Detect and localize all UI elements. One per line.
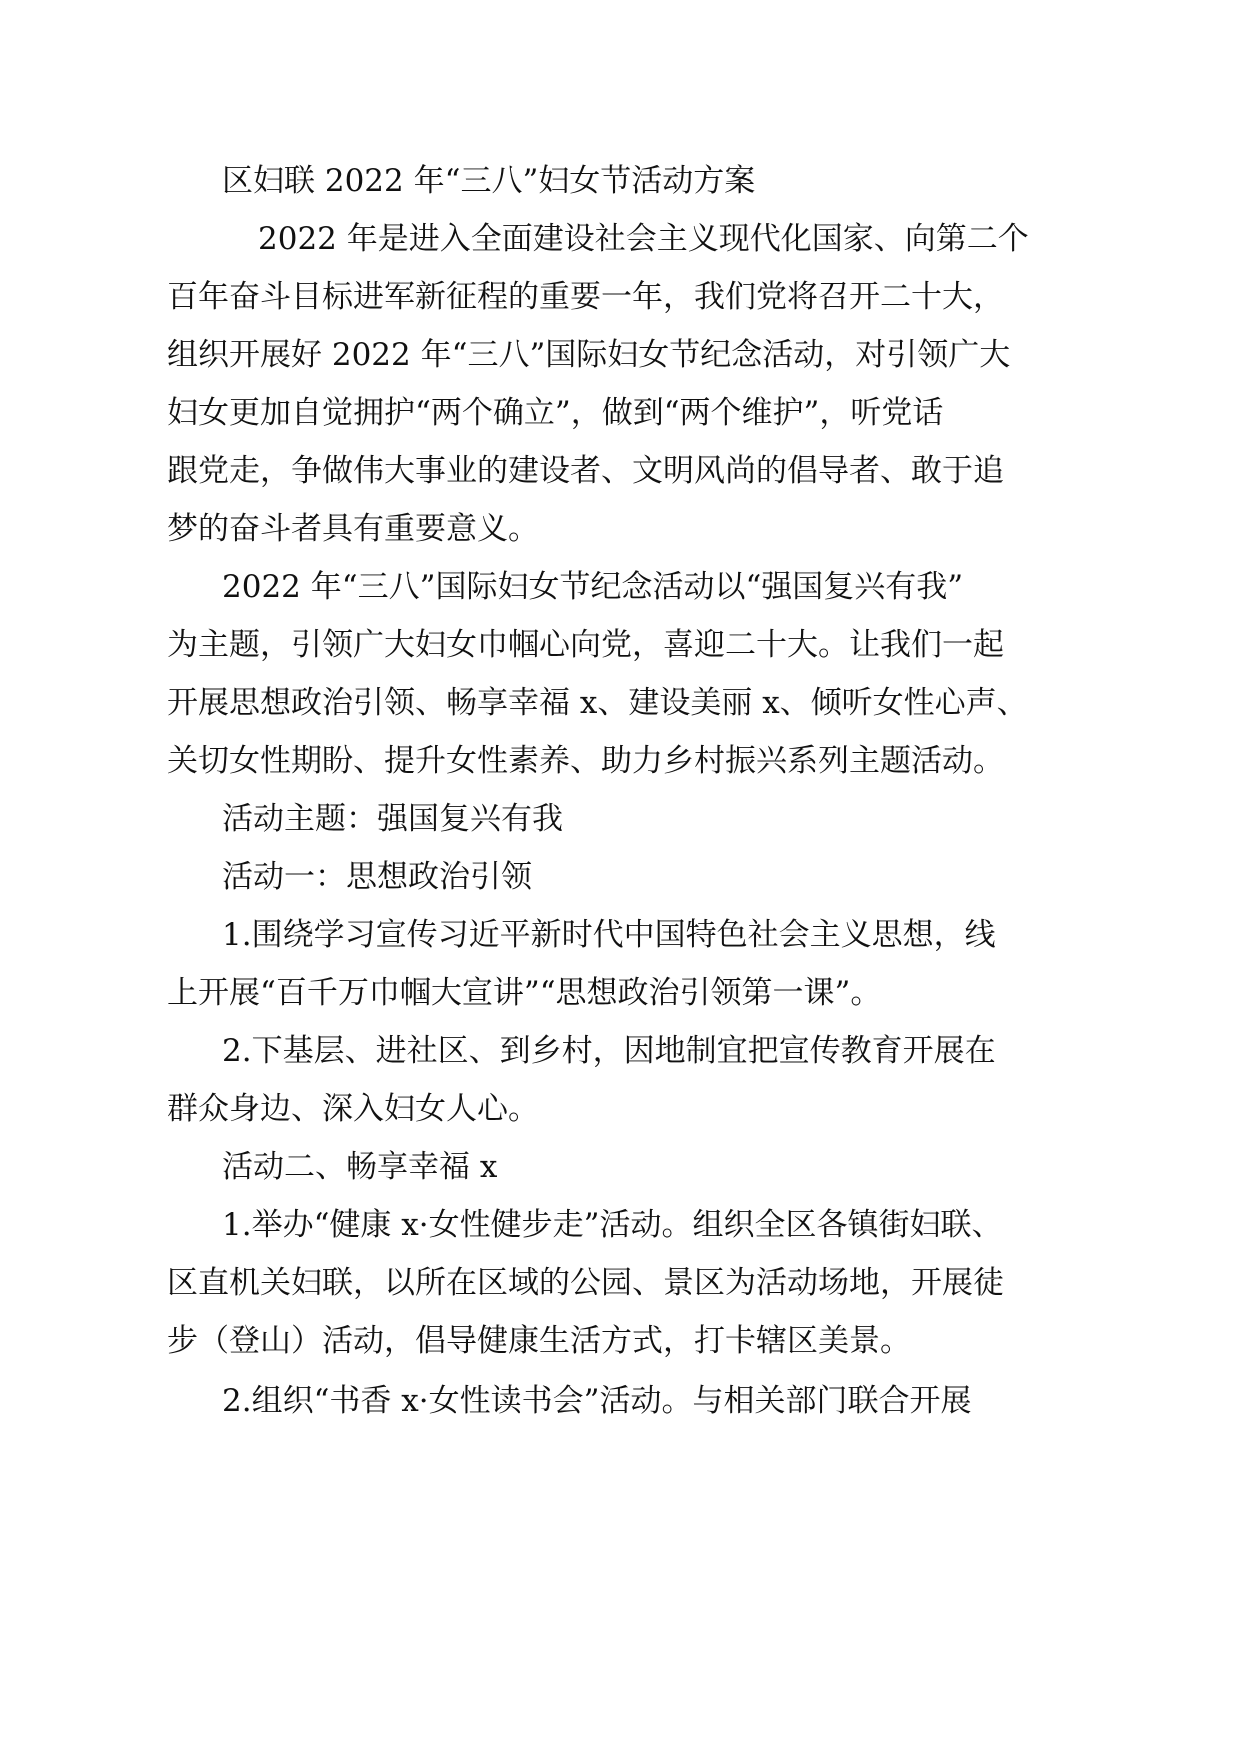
document-title: 区妇联 2022 年“三八”妇女节活动方案 bbox=[222, 163, 756, 199]
paragraph-line: 关切女性期盼、提升女性素养、助力乡村振兴系列主题活动。 bbox=[167, 743, 1004, 779]
paragraph-line: 区直机关妇联，以所在区域的公园、景区为活动场地，开展徒 bbox=[167, 1265, 1004, 1301]
paragraph-line: 2.组织“书香 x·女性读书会”活动。与相关部门联合开展 bbox=[222, 1383, 972, 1419]
paragraph-line: 梦的奋斗者具有重要意义。 bbox=[167, 511, 539, 547]
paragraph-line: 2022 年“三八”国际妇女节纪念活动以“强国复兴有我” bbox=[222, 569, 964, 605]
paragraph-line: 群众身边、深入妇女人心。 bbox=[167, 1091, 539, 1127]
paragraph-line: 步（登山）活动，倡导健康生活方式，打卡辖区美景。 bbox=[167, 1323, 911, 1359]
paragraph-line: 2.下基层、进社区、到乡村，因地制宜把宣传教育开展在 bbox=[222, 1033, 996, 1069]
paragraph-line: 组织开展好 2022 年“三八”国际妇女节纪念活动，对引领广大 bbox=[167, 337, 1011, 373]
paragraph-line: 1.围绕学习宣传习近平新时代中国特色社会主义思想，线 bbox=[222, 917, 996, 953]
section-heading: 活动二、畅享幸福 x bbox=[222, 1149, 498, 1185]
section-heading: 活动一：思想政治引领 bbox=[222, 859, 532, 895]
paragraph-line: 上开展“百千万巾帼大宣讲”“思想政治引领第一课”。 bbox=[167, 975, 882, 1011]
paragraph-line: 1.举办“健康 x·女性健步走”活动。组织全区各镇街妇联、 bbox=[222, 1207, 1003, 1243]
paragraph-line: 跟党走，争做伟大事业的建设者、文明风尚的倡导者、敢于追 bbox=[167, 453, 1004, 489]
paragraph-line: 为主题，引领广大妇女巾帼心向党，喜迎二十大。让我们一起 bbox=[167, 627, 1004, 663]
paragraph-line: 妇女更加自觉拥护“两个确立”，做到“两个维护”，听党话 bbox=[167, 395, 944, 431]
paragraph-line: 2022 年是进入全面建设社会主义现代化国家、向第二个 bbox=[258, 221, 1029, 257]
paragraph-line: 百年奋斗目标进军新征程的重要一年，我们党将召开二十大， bbox=[167, 279, 1004, 315]
section-heading: 活动主题：强国复兴有我 bbox=[222, 801, 563, 837]
paragraph-line: 开展思想政治引领、畅享幸福 x、建设美丽 x、倾听女性心声、 bbox=[167, 685, 1028, 721]
